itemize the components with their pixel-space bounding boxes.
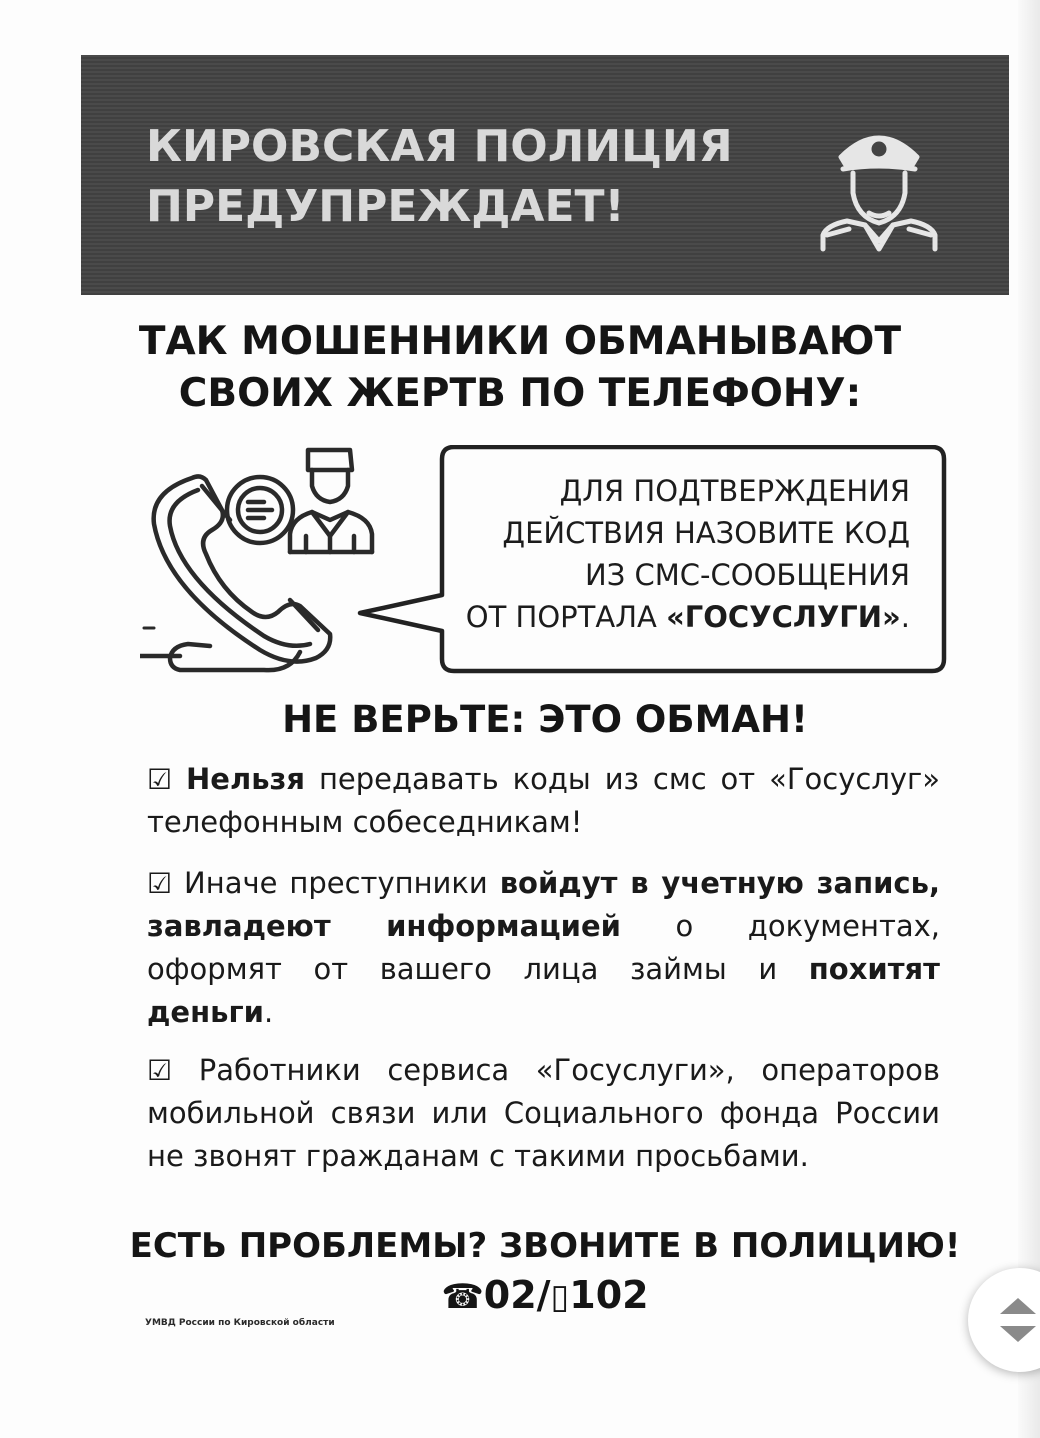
- banner-title-line2: ПРЕДУПРЕЖДАЕТ!: [146, 181, 625, 232]
- advice-1-text: передавать коды из смс от «Госуслуг» телефонным собеседникам!: [147, 762, 941, 839]
- header-banner: [81, 55, 1009, 295]
- landline-number: 02/: [483, 1273, 551, 1317]
- advice-2-text2: о документах, оформят от вашего лица займы и: [147, 909, 941, 986]
- scroll-up-down-icon: [996, 1290, 1040, 1350]
- banner-title-line1: КИРОВСКАЯ ПОЛИЦИЯ: [146, 121, 733, 172]
- advice-2-bold1: войдут в учетную запись, завладеют информацией: [147, 866, 940, 943]
- checkbox-checked-icon: ☑: [147, 867, 173, 900]
- headline-line1: ТАК МОШЕННИКИ ОБМАНЫВАЮТ: [138, 319, 902, 364]
- footer-organization: УМВД России по Кировской области: [145, 1318, 335, 1328]
- bubble-line4: [430, 596, 910, 638]
- headline-line2: СВОИХ ЖЕРТВ ПО ТЕЛЕФОНУ:: [178, 371, 862, 416]
- advice-paragraph-3: [147, 1049, 940, 1178]
- checkbox-checked-icon: ☑: [147, 763, 173, 796]
- advice-2-text3: .: [263, 995, 274, 1029]
- warning-heading: НЕ ВЕРЬТЕ: ЭТО ОБМАН!: [282, 698, 808, 741]
- mobile-phone-icon: ▯: [550, 1277, 570, 1317]
- landline-phone-icon: ☎: [441, 1277, 484, 1317]
- advice-2-bold2: похитят деньги: [147, 952, 940, 1029]
- headline: [0, 316, 1040, 420]
- speech-bubble-text: [430, 470, 910, 638]
- advice-paragraph-2: [147, 862, 940, 1034]
- police-officer-icon: [813, 121, 945, 253]
- bubble-line1: ДЛЯ ПОДТВЕРЖДЕНИЯ: [559, 474, 910, 508]
- checkbox-checked-icon: ☑: [147, 1054, 173, 1087]
- gosuslugi-bold: «ГОСУСЛУГИ»: [666, 600, 901, 634]
- bubble-line3: ИЗ СМС-СООБЩЕНИЯ: [585, 558, 910, 592]
- phone-numbers: [0, 1268, 1040, 1324]
- mobile-number: 102: [569, 1273, 649, 1317]
- advice-1-bold: Нельзя: [186, 762, 306, 796]
- bubble-line2: ДЕЙСТВИЯ НАЗОВИТЕ КОД: [502, 516, 910, 550]
- advice-3-text: Работники сервиса «Госуслуги», операторов мобильной связи или Социального фонда России не звонят гражданам с такими просьбами.: [147, 1053, 940, 1173]
- advice-paragraph-1: [147, 758, 940, 844]
- call-police-heading: ЕСТЬ ПРОБЛЕМЫ? ЗВОНИТЕ В ПОЛИЦИЮ!: [129, 1226, 961, 1266]
- advice-2-text1: Иначе преступники: [172, 866, 500, 900]
- banner-title: [146, 117, 733, 237]
- bubble-line4-prefix: ОТ ПОРТАЛА: [465, 600, 667, 634]
- bubble-line4-suffix: .: [900, 600, 910, 634]
